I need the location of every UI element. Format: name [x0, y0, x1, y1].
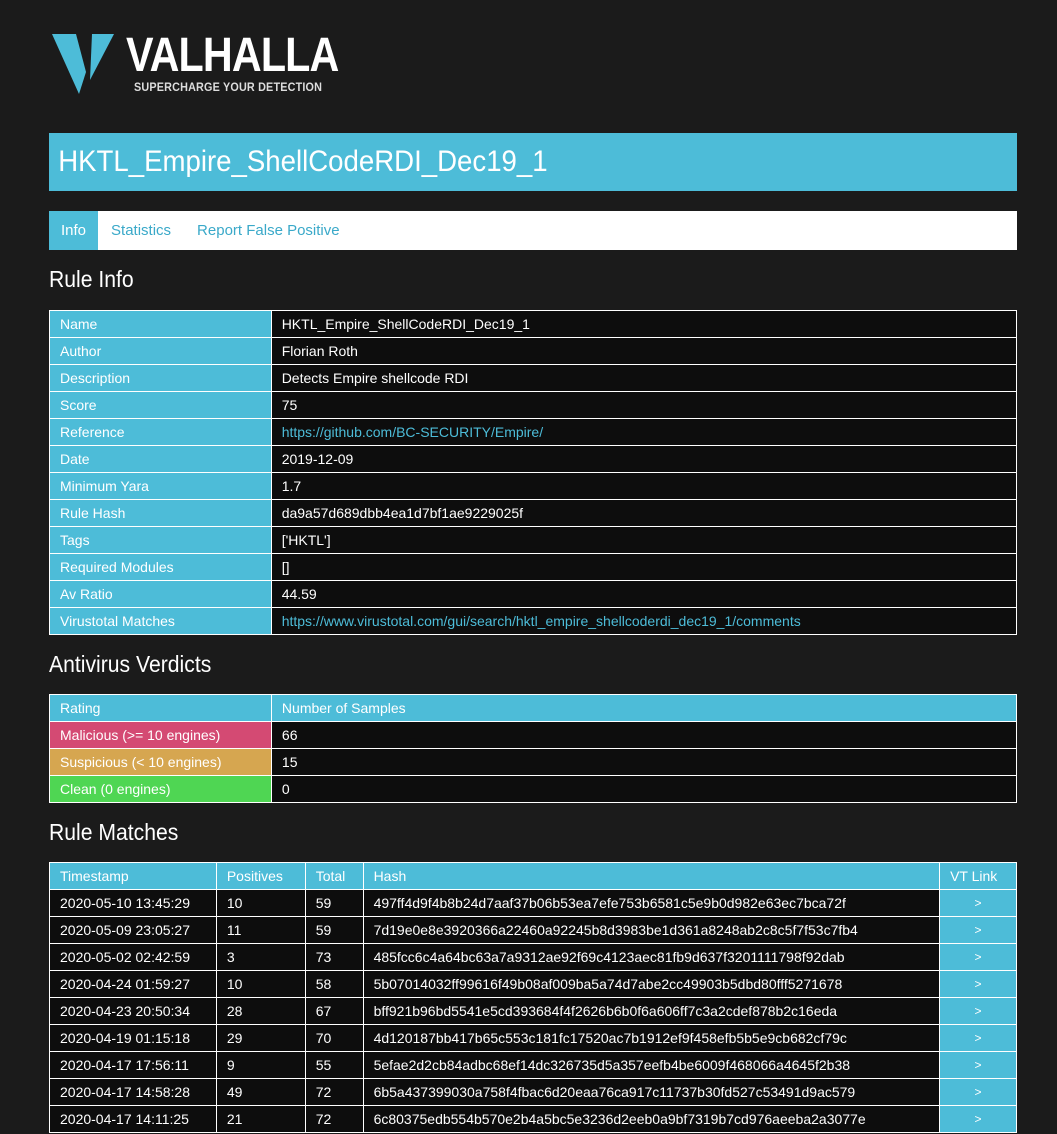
match-timestamp: 2020-05-09 23:05:27 — [50, 917, 217, 944]
rule-info-heading: Rule Info — [49, 266, 134, 292]
rule-info-key: Av Ratio — [50, 581, 272, 608]
vt-link-button[interactable]: > — [940, 1052, 1017, 1079]
match-hash: 5efae2d2cb84adbc68ef14dc326735d5a357eefb4be6009f468066a4645f2b38 — [363, 1052, 940, 1079]
verdict-row — [50, 722, 1017, 749]
match-timestamp: 2020-04-17 14:11:25 — [50, 1106, 217, 1133]
match-row — [50, 1106, 1017, 1133]
rule-info-key: Date — [50, 446, 272, 473]
verdict-count: 66 — [271, 722, 1016, 749]
brand-name: VALHALLA — [126, 29, 339, 82]
verdict-row — [50, 749, 1017, 776]
rule-info-row — [50, 581, 1017, 608]
rule-info-row — [50, 446, 1017, 473]
rule-info-key: Tags — [50, 527, 272, 554]
rule-info-value: 75 — [271, 392, 1016, 419]
rule-info-key: Author — [50, 338, 272, 365]
rule-info-row — [50, 392, 1017, 419]
rule-info-row — [50, 500, 1017, 527]
matches-table — [49, 862, 1017, 1133]
match-total: 73 — [305, 944, 363, 971]
match-total: 72 — [305, 1106, 363, 1133]
verdict-rating: Suspicious (< 10 engines) — [50, 749, 272, 776]
vt-link-button[interactable]: > — [940, 971, 1017, 998]
rule-info-row — [50, 608, 1017, 635]
rule-info-row — [50, 527, 1017, 554]
page-title: HKTL_Empire_ShellCodeRDI_Dec19_1 — [58, 145, 548, 178]
match-total: 59 — [305, 890, 363, 917]
match-timestamp: 2020-05-02 02:42:59 — [50, 944, 217, 971]
rule-info-value: HKTL_Empire_ShellCodeRDI_Dec19_1 — [271, 311, 1016, 338]
vt-link-button[interactable]: > — [940, 998, 1017, 1025]
match-row — [50, 944, 1017, 971]
rule-info-key: Minimum Yara — [50, 473, 272, 500]
vt-link-button[interactable]: > — [940, 944, 1017, 971]
rule-info-value: Detects Empire shellcode RDI — [271, 365, 1016, 392]
rule-info-key: Virustotal Matches — [50, 608, 272, 635]
vt-link-button[interactable]: > — [940, 917, 1017, 944]
match-hash: 6c80375edb554b570e2b4a5bc5e3236d2eeb0a9bf7319b7cd976aeeba2a3077e — [363, 1106, 940, 1133]
match-timestamp: 2020-04-17 14:58:28 — [50, 1079, 217, 1106]
verdict-count: 0 — [271, 776, 1016, 803]
rule-title-bar — [49, 133, 1017, 191]
rule-info-value — [271, 608, 1016, 635]
match-total: 55 — [305, 1052, 363, 1079]
match-hash: 497ff4d9f4b8b24d7aaf37b06b53ea7efe753b6581c5e9b0d982e63ec7bca72f — [363, 890, 940, 917]
tab-statistics[interactable]: Statistics — [111, 222, 172, 239]
rule-info-row — [50, 311, 1017, 338]
antivirus-verdicts-heading: Antivirus Verdicts — [49, 651, 212, 677]
hash-header: Hash — [363, 863, 940, 890]
rule-info-value — [271, 419, 1016, 446]
match-positives: 21 — [216, 1106, 305, 1133]
match-timestamp: 2020-04-24 01:59:27 — [50, 971, 217, 998]
rule-info-row — [50, 419, 1017, 446]
rule-info-key: Name — [50, 311, 272, 338]
match-row — [50, 1079, 1017, 1106]
rule-info-link[interactable]: https://www.virustotal.com/gui/search/hktl_empire_shellcoderdi_dec19_1/comments — [281, 613, 801, 629]
rating-header: Rating — [50, 695, 272, 722]
match-positives: 28 — [216, 998, 305, 1025]
match-hash: 485fcc6c4a64bc63a7a9312ae92f69c4123aec81fb9d637f3201111798f92dab — [363, 944, 940, 971]
rule-info-key: Description — [50, 365, 272, 392]
match-positives: 10 — [216, 890, 305, 917]
rule-info-key: Score — [50, 392, 272, 419]
rule-info-value: 2019-12-09 — [271, 446, 1016, 473]
rule-info-value: ['HKTL'] — [271, 527, 1016, 554]
match-hash: 5b07014032ff99616f49b08af009ba5a74d7abe2cc49903b5dbd80fff5271678 — [363, 971, 940, 998]
verdicts-header-row — [50, 695, 1017, 722]
rule-info-key: Required Modules — [50, 554, 272, 581]
match-positives: 29 — [216, 1025, 305, 1052]
match-total: 59 — [305, 917, 363, 944]
valhalla-logo[interactable] — [52, 30, 352, 100]
match-row — [50, 998, 1017, 1025]
tab-bar — [49, 211, 1017, 250]
vt-link-button[interactable]: > — [940, 1079, 1017, 1106]
rule-info-value: da9a57d689dbb4ea1d7bf1ae9229025f — [271, 500, 1016, 527]
matches-header-row — [50, 863, 1017, 890]
rule-info-value: 44.59 — [271, 581, 1016, 608]
tab-report-false-positive[interactable]: Report False Positive — [197, 222, 340, 239]
match-row — [50, 1052, 1017, 1079]
rule-info-value: [] — [271, 554, 1016, 581]
match-positives: 11 — [216, 917, 305, 944]
verdict-rating: Clean (0 engines) — [50, 776, 272, 803]
rule-info-key: Rule Hash — [50, 500, 272, 527]
match-row — [50, 890, 1017, 917]
rule-info-row — [50, 338, 1017, 365]
match-total: 58 — [305, 971, 363, 998]
match-hash: 7d19e0e8e3920366a22460a92245b8d3983be1d361a8248ab2c8c5f7f53c7fb4 — [363, 917, 940, 944]
rule-info-table — [49, 310, 1017, 635]
match-timestamp: 2020-04-17 17:56:11 — [50, 1052, 217, 1079]
rule-info-row — [50, 365, 1017, 392]
rule-info-value: 1.7 — [271, 473, 1016, 500]
match-positives: 3 — [216, 944, 305, 971]
match-hash: 4d120187bb417b65c553c181fc17520ac7b1912ef9f458efb5b5e9cb682cf79c — [363, 1025, 940, 1052]
brand-tagline: SUPERCHARGE YOUR DETECTION — [134, 80, 323, 94]
match-timestamp: 2020-05-10 13:45:29 — [50, 890, 217, 917]
timestamp-header: Timestamp — [50, 863, 217, 890]
match-total: 67 — [305, 998, 363, 1025]
verdict-row — [50, 776, 1017, 803]
vt-link-button[interactable]: > — [940, 1025, 1017, 1052]
rule-matches-heading: Rule Matches — [49, 819, 179, 845]
vt-link-button[interactable]: > — [940, 1106, 1017, 1133]
vt-link-header: VT Link — [940, 863, 1017, 890]
match-row — [50, 971, 1017, 998]
total-header: Total — [305, 863, 363, 890]
match-total: 72 — [305, 1079, 363, 1106]
rule-info-row — [50, 554, 1017, 581]
rule-info-key: Reference — [50, 419, 272, 446]
match-hash: bff921b96bd5541e5cd393684f4f2626b6b0f6a606ff7c3a2cdef878b2c16eda — [363, 998, 940, 1025]
match-timestamp: 2020-04-19 01:15:18 — [50, 1025, 217, 1052]
match-positives: 49 — [216, 1079, 305, 1106]
match-row — [50, 1025, 1017, 1052]
rule-info-row — [50, 473, 1017, 500]
samples-header: Number of Samples — [271, 695, 1016, 722]
vt-link-button[interactable]: > — [940, 890, 1017, 917]
positives-header: Positives — [216, 863, 305, 890]
match-timestamp: 2020-04-23 20:50:34 — [50, 998, 217, 1025]
verdicts-table — [49, 694, 1017, 803]
match-positives: 10 — [216, 971, 305, 998]
match-total: 70 — [305, 1025, 363, 1052]
match-hash: 6b5a437399030a758f4fbac6d20eaa76ca917c11737b30fd527c53491d9ac579 — [363, 1079, 940, 1106]
valhalla-v-icon — [52, 32, 116, 94]
match-row — [50, 917, 1017, 944]
rule-info-value: Florian Roth — [271, 338, 1016, 365]
rule-info-link[interactable]: https://github.com/BC-SECURITY/Empire/ — [281, 424, 544, 440]
tab-info[interactable]: Info — [49, 211, 98, 250]
match-positives: 9 — [216, 1052, 305, 1079]
verdict-rating: Malicious (>= 10 engines) — [50, 722, 272, 749]
verdict-count: 15 — [271, 749, 1016, 776]
